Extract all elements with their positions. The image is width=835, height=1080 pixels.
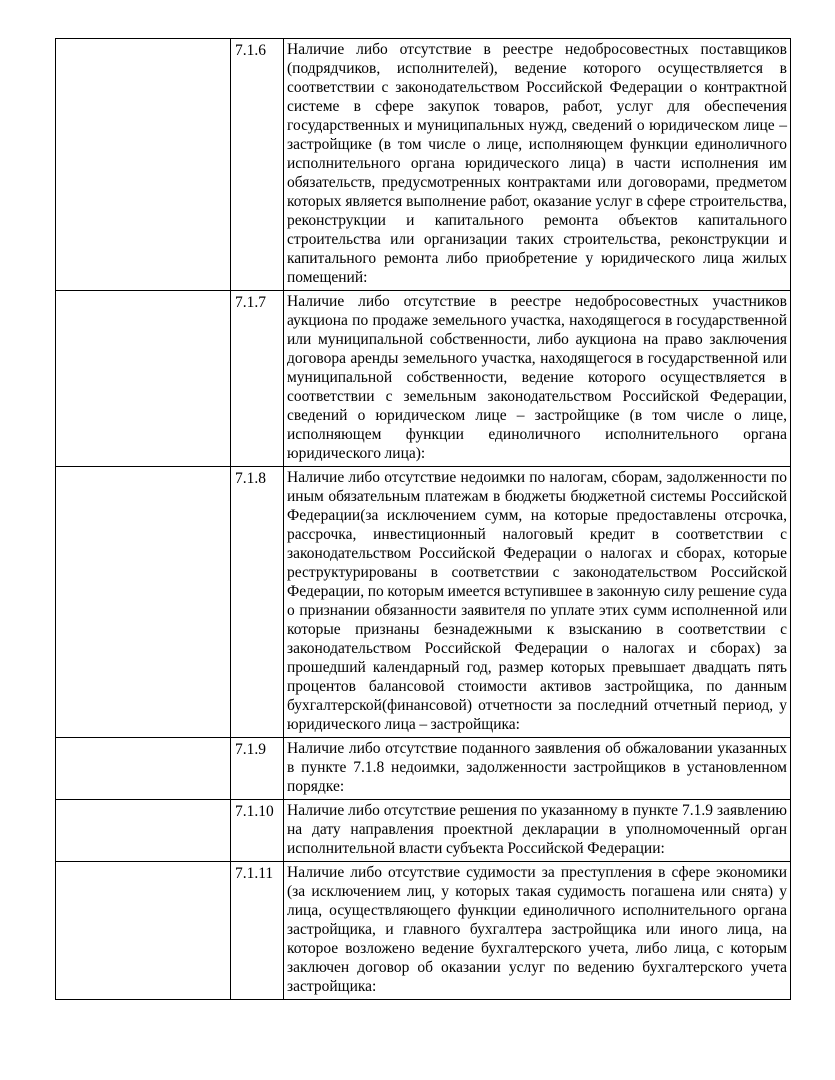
empty-cell [56,39,231,291]
empty-cell [56,862,231,1000]
requirements-table [55,38,791,1000]
table-row [56,800,791,862]
empty-cell [56,467,231,738]
item-text: Наличие либо отсутствие в реестре недобросовестных поставщиков (подрядчиков, исполнителей), ведение которого осуществляется в соответствии с законодательством Российской Федерации о контрактной системе в сфере закупок товаров, работ, услуг для обеспечения государственных и муниципальных нужд, сведений о юридическом лице –застройщике (в том числе о лице, исполняющем функции единоличного исполнительного органа юридического лица) в части исполнения им обязательств, предусмотренных контрактами или договорами, предметом которых является выполнение работ, оказание услуг в сфере строительства, реконструкции и капитального ремонта объектов капитального строительства или организации таких строительства, реконструкции и капитального ремонта либо приобретение у юридического лица жилых помещений: [284,39,791,291]
empty-cell [56,738,231,800]
table-row [56,467,791,738]
item-text: Наличие либо отсутствие в реестре недобросовестных участников аукциона по продаже земельного участка, находящегося в государственной или муниципальной собственности, либо аукциона на право заключения договора аренды земельного участка, находящегося в государственной или муниципальной собственности, ведение которого осуществляется в соответствии с земельным законодательством Российской Федерации, сведений о юридическом лице – застройщике (в том числе о лице, исполняющем функции единоличного исполнительного органа юридического лица): [284,291,791,467]
table-row [56,862,791,1000]
table-row [56,291,791,467]
table-row [56,738,791,800]
item-text: Наличие либо отсутствие недоимки по налогам, сборам, задолженности по иным обязательным платежам в бюджеты бюджетной системы Российской Федерации(за исключением сумм, на которые предоставлены отсрочка, рассрочка, инвестиционный налоговый кредит в соответствии с законодательством Российской Федерации о налогах и сборах, которые реструктурированы в соответствии с законодательством Российской Федерации, по которым имеется вступившее в законную силу решение суда о признании обязанности заявителя по уплате этих сумм исполненной или которые признаны безнадежными к взысканию в соответствии с законодательством Российской Федерации о налогах и сборах) за прошедший календарный год, размер которых превышает двадцать пять процентов балансовой стоимости активов застройщика, по данным бухгалтерской(финансовой) отчетности за последний отчетный период, у юридического лица – застройщика: [284,467,791,738]
item-number: 7.1.7 [231,291,284,467]
empty-cell [56,800,231,862]
item-text: Наличие либо отсутствие поданного заявления об обжаловании указанных в пункте 7.1.8 недоимки, задолженности застройщиков в установленном порядке: [284,738,791,800]
table-row [56,39,791,291]
empty-cell [56,291,231,467]
item-text: Наличие либо отсутствие судимости за преступления в сфере экономики (за исключением лиц, у которых такая судимость погашена или снята) у лица, осуществляющего функции единоличного исполнительного органа застройщика, и главного бухгалтера застройщика или иного лица, на которое возложено ведение бухгалтерского учета, либо лица, с которым заключен договор об оказании услуг по ведению бухгалтерского учета застройщика: [284,862,791,1000]
item-text: Наличие либо отсутствие решения по указанному в пункте 7.1.9 заявлению на дату направления проектной декларации в уполномоченный орган исполнительной власти субъекта Российской Федерации: [284,800,791,862]
item-number: 7.1.8 [231,467,284,738]
item-number: 7.1.6 [231,39,284,291]
item-number: 7.1.11 [231,862,284,1000]
item-number: 7.1.10 [231,800,284,862]
item-number: 7.1.9 [231,738,284,800]
